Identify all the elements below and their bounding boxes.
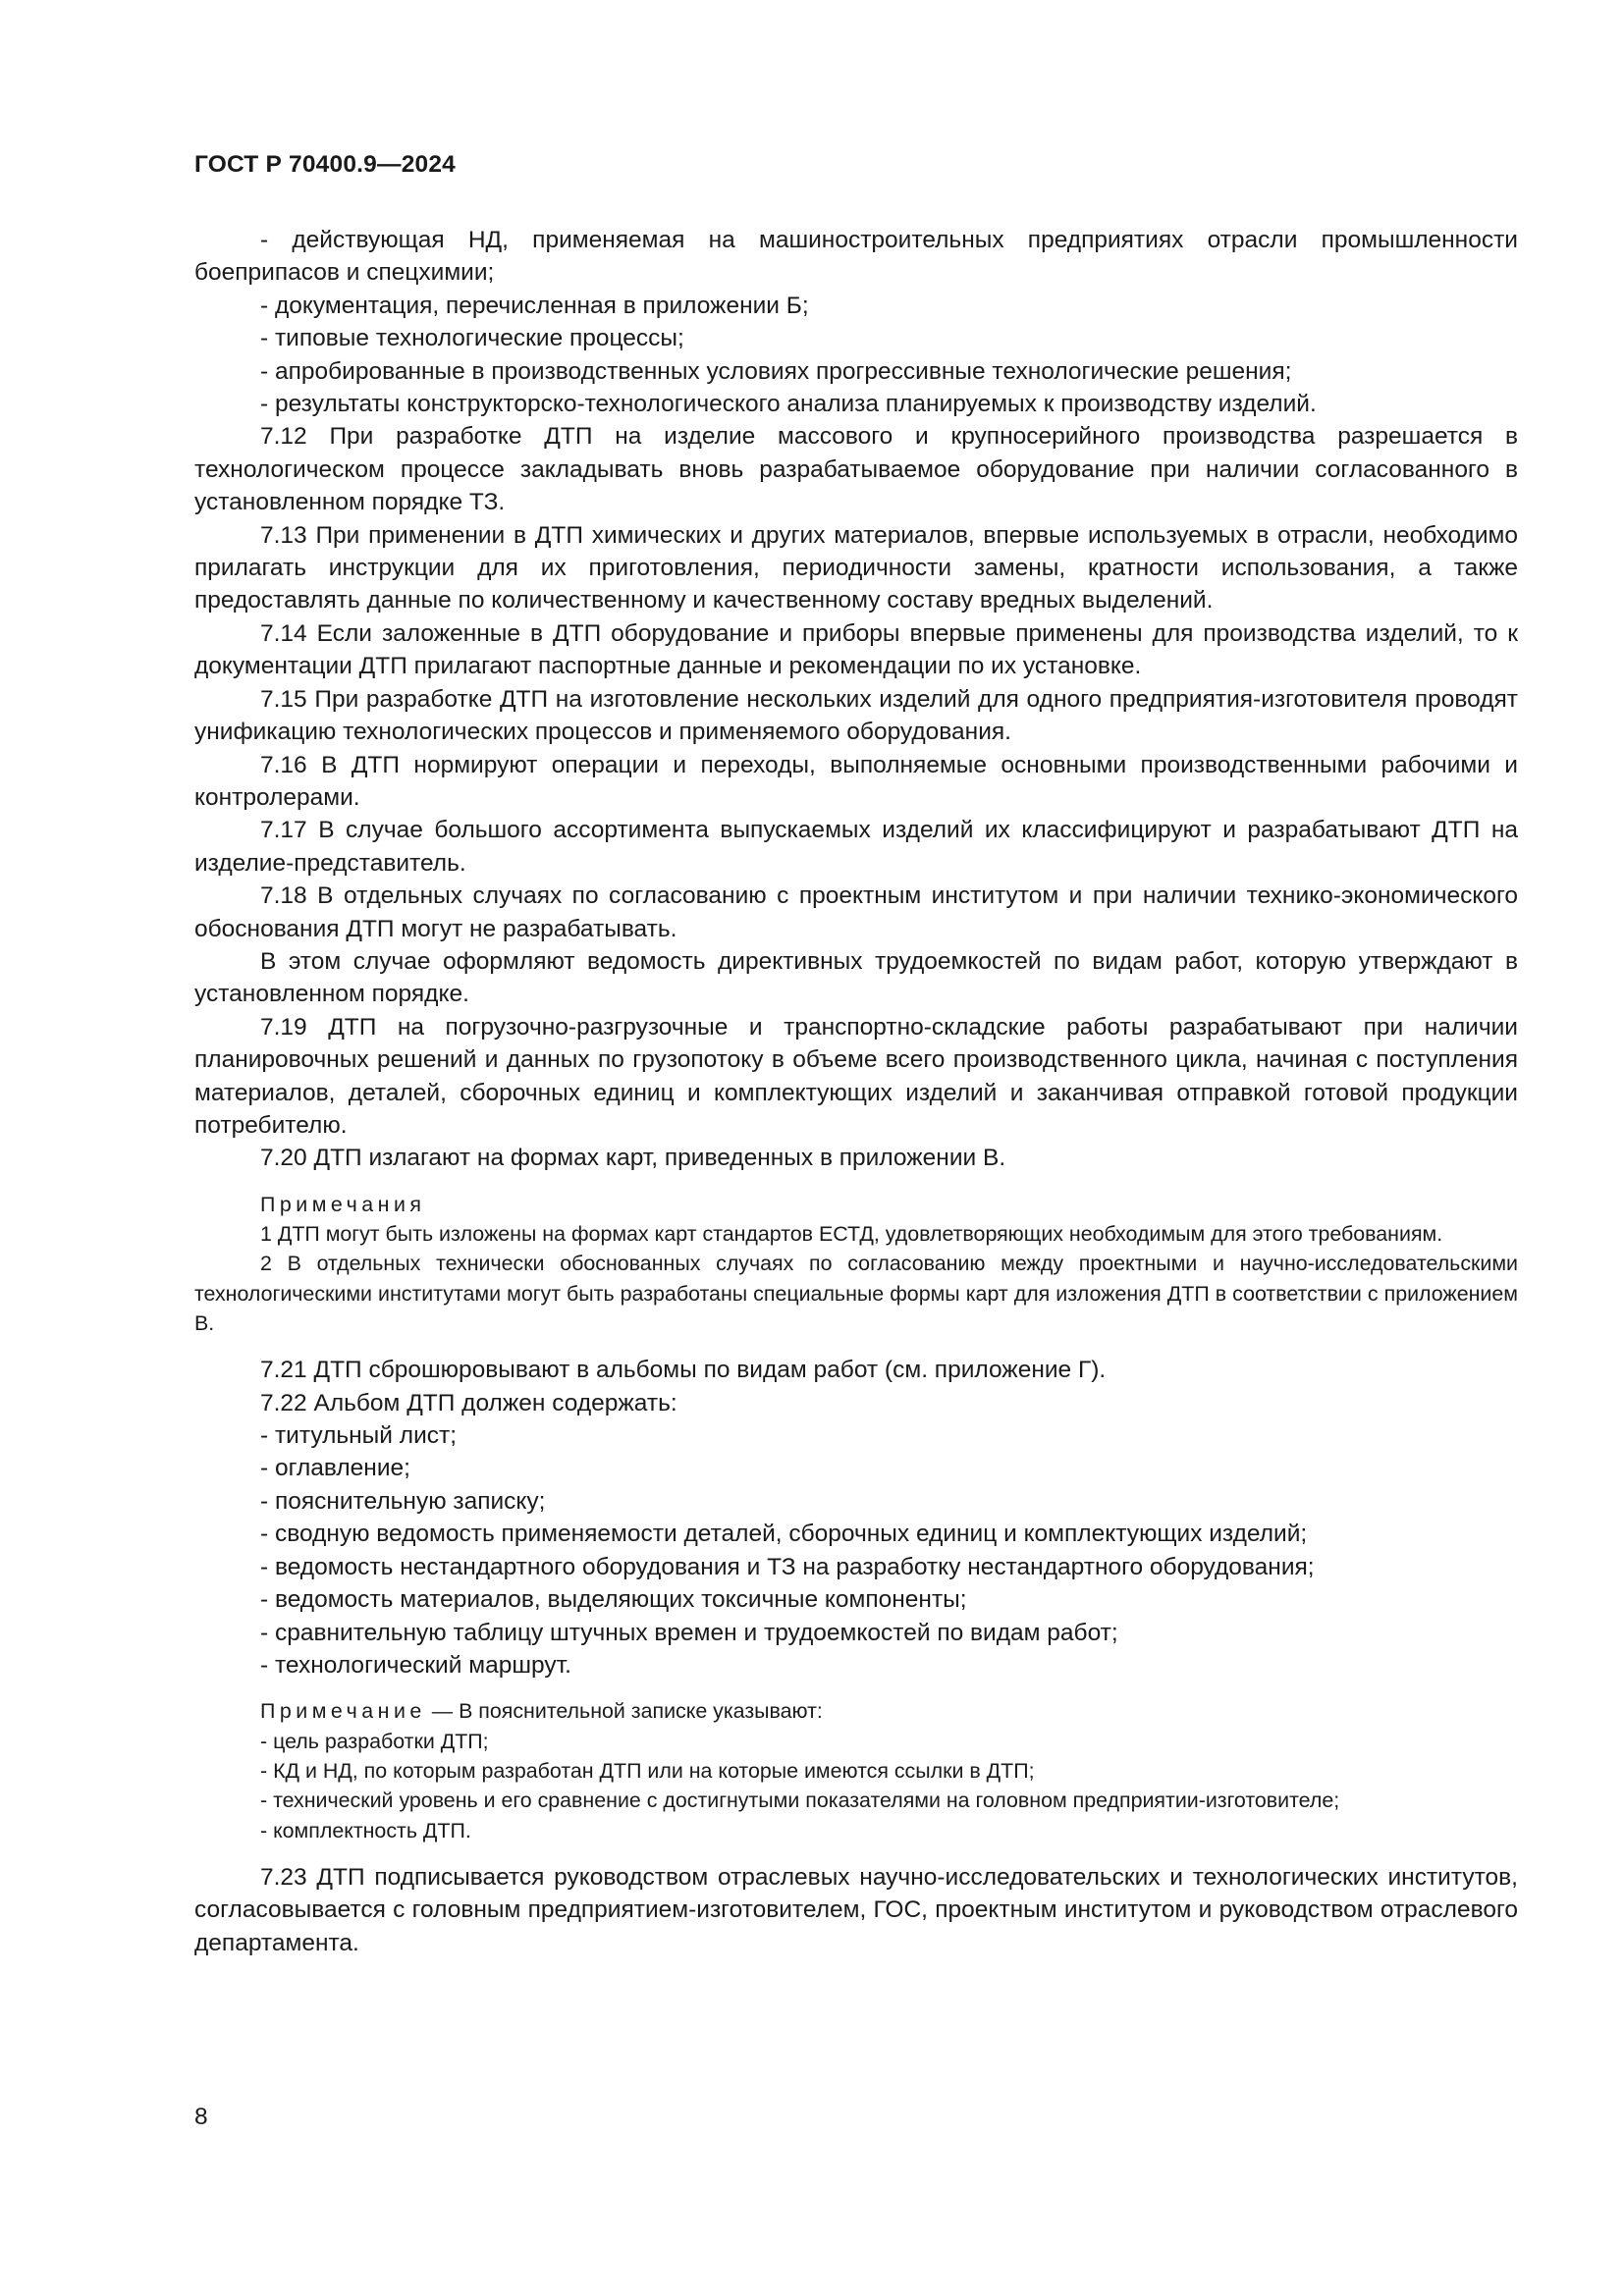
note-list-item: - комплектность ДТП. (260, 1818, 471, 1842)
note-list-item: - технический уровень и его сравнение с достигнутыми показателями на головном предприятии-изготовителе; (260, 1789, 1340, 1813)
paragraph: - результаты конструкторско-технологического анализа планируемых к производству изделий. (260, 391, 1317, 418)
paragraph: - типовые технологические процессы; (260, 325, 684, 352)
note-heading-line (194, 1696, 1518, 1726)
paragraph: - действующая НД, применяемая на машиностроительных предприятиях отрасли промышленности боеприпасов и спецхимии; (194, 227, 1518, 287)
note-list-item: - КД и НД, по которым разработан ДТП или на которые имеются ссылки в ДТП; (260, 1758, 1035, 1783)
note-item: 2 В отдельных технически обоснованных случаях по согласованию между проектными и научно-исследовательскими технологическими институтами могут быть разработаны специальные формы карт для изложения ДТП в соответствии с приложением В. (194, 1252, 1518, 1335)
list-item: - сравнительную таблицу штучных времен и трудоемкостей по видам работ; (260, 1619, 1118, 1646)
main-text-block-2 (194, 1354, 1518, 1682)
clause-7-20: 7.20 ДТП излагают на формах карт, приведенных в приложении В. (260, 1145, 1006, 1172)
list-item: - оглавление; (260, 1455, 410, 1482)
main-text-block-1 (194, 224, 1518, 1175)
clause-7-12: 7.12 При разработке ДТП на изделие массового и крупносерийного производства разрешается в технологическом процессе закладывать вновь разрабатываемое оборудование при наличии согласованного в установленном порядке ТЗ. (194, 423, 1518, 516)
list-item: - технологический маршрут. (260, 1651, 571, 1679)
clause-7-23: 7.23 ДТП подписывается руководством отраслевых научно-исследовательских и технологических институтов, согласовывается с головным предприятием-изготовителем, ГОС, проектным институтом и руководством отраслевого департамента. (194, 1863, 1518, 1956)
clause-7-16: 7.16 В ДТП нормируют операции и переходы, выполняемые основными производственными рабочими и контролерами. (194, 751, 1518, 811)
paragraph: - документация, перечисленная в приложении Б; (260, 292, 809, 319)
document-body (194, 224, 1518, 1959)
clause-7-19: 7.19 ДТП на погрузочно-разгрузочные и транспортно-складские работы разрабатывают при наличии планировочных решений и данных по грузопотоку в объеме всего производственного цикла, начиная с поступления материалов, деталей, сборочных единиц и комплектующих изделий и заканчивая отправкой готовой продукции потребителю. (194, 1013, 1518, 1139)
list-item: - титульный лист; (260, 1422, 458, 1450)
clause-7-17: 7.17 В случае большого ассортимента выпускаемых изделий их классифицируют и разрабатывают ДТП на изделие-представитель. (194, 817, 1518, 877)
list-item: - сводную ведомость применяемости деталей, сборочных единиц и комплектующих изделий; (260, 1521, 1308, 1548)
clause-7-13: 7.13 При применении в ДТП химических и других материалов, впервые используемых в отрасли, необходимо прилагать инструкции для их приготовления, периодичности замены, кратности использования, а также предоставлять данные по количественному и качественному составу вредных выделений. (194, 521, 1518, 614)
note-item: 1 ДТП могут быть изложены на формах карт стандартов ЕСТД, удовлетворяющих необходимым для этого требованиям. (260, 1222, 1443, 1247)
main-text-block-3 (194, 1861, 1518, 1959)
page-number: 8 (194, 2104, 208, 2130)
note-heading: Примечание (260, 1699, 426, 1724)
list-item: - ведомость материалов, выделяющих токсичные компоненты; (260, 1586, 967, 1614)
notes-block-2 (194, 1696, 1518, 1844)
clause-7-15: 7.15 При разработке ДТП на изготовление нескольких изделий для одного предприятия-изготовителя проводят унификацию технологических процессов и применяемого оборудования. (194, 685, 1518, 746)
clause-7-22: 7.22 Альбом ДТП должен содержать: (260, 1389, 677, 1416)
paragraph: В этом случае оформляют ведомость директивных трудоемкостей по видам работ, которую утверждают в установленном порядке. (194, 947, 1518, 1008)
list-item: - ведомость нестандартного оборудования и ТЗ на разработку нестандартного оборудования; (260, 1553, 1315, 1580)
notes-heading: Примечания (260, 1192, 426, 1216)
paragraph: - апробированные в производственных условиях прогрессивные технологические решения; (260, 357, 1292, 385)
clause-7-21: 7.21 ДТП сброшюровывают в альбомы по видам работ (см. приложение Г). (260, 1357, 1107, 1384)
list-item: - пояснительную записку; (260, 1487, 546, 1515)
document-id-header: ГОСТ Р 70400.9—2024 (194, 151, 456, 178)
notes-block-1 (194, 1190, 1518, 1338)
note-list-item: - цель разработки ДТП; (260, 1729, 489, 1753)
note-heading-tail: — В пояснительной записке указывают: (425, 1699, 823, 1724)
clause-7-18: 7.18 В отдельных случаях по согласованию с проектным институтом и при наличии технико-экономического обоснования ДТП могут не разрабатывать. (194, 882, 1518, 942)
clause-7-14: 7.14 Если заложенные в ДТП оборудование и приборы впервые применены для производства изделий, то к документации ДТП прилагают паспортные данные и рекомендации по их установке. (194, 619, 1518, 680)
